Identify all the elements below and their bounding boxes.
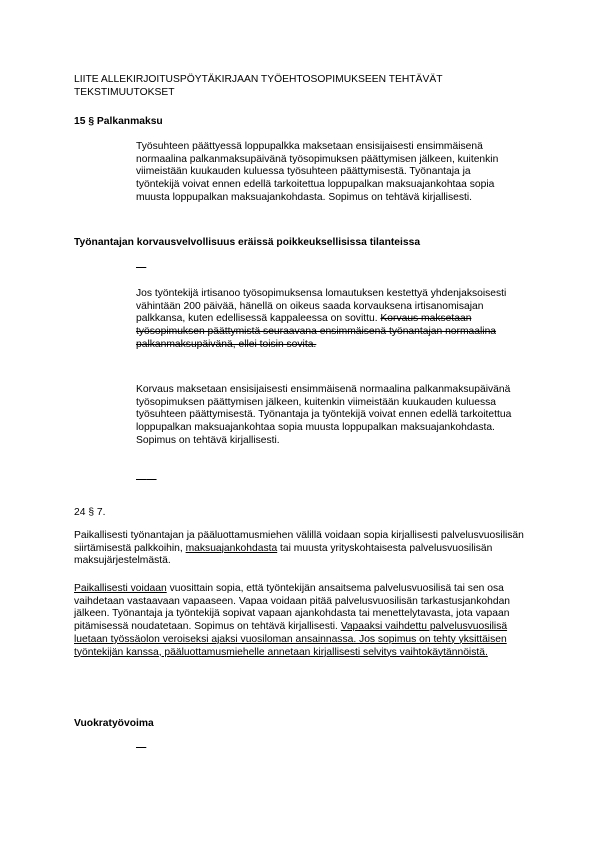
section-15-heading: 15 § Palkanmaksu <box>74 116 163 127</box>
compensation-heading: Työnantajan korvausvelvollisuus eräissä poikkeuksellisissa tilanteissa <box>74 237 421 248</box>
section-24-text: Paikallisesti työnantajan ja pääluottamusmiehen välillä voidaan sopia kirjallisesti palvelusvuosilisän siirtämisestä palkkoihin, <box>74 530 524 554</box>
section-24-paragraph-2 <box>74 583 529 659</box>
dash-marker: — <box>136 262 147 273</box>
section-24-body: vuosittain sopia, että työntekijän ansaitsema palvelusvuosilisä tai sen osa vaihdetaan vastaavaan vapaaseen. Vapaa voidaan pitää palvelusvuosilisän tarkastusjankohdan jälkeen. Työnantaja ja työntekijä sopivat vapaan ajankohdasta tai menettelytavasta, jota vapaan pitämisessä noudatetaan. Sopimus on tehtävä kirjallisesti. <box>74 583 511 633</box>
lease-heading: Vuokratyövoima <box>74 718 154 729</box>
underlined-text: maksuajankohdasta <box>185 542 278 554</box>
compensation-paragraph-1 <box>136 288 516 352</box>
section-24-paragraph-1 <box>74 530 529 568</box>
section-15-paragraph: Työsuhteen päättyessä loppupalkka maksetaan ensisijaisesti ensimmäisenä normaalina palkanmaksupäivänä työsopimuksen päättymisen jälkeen, kuitenkin viimeistään kuukauden kuluessa työsuhteen päättymisestä. Työnantaja ja työntekijä voivat ennen edellä tarkoitettua loppupalkan maksuajankohtaa sopia muusta loppupalkan maksuajankohdasta. Sopimus on tehtävä kirjallisesti. <box>136 141 499 203</box>
underlined-text-end: Vapaaksi vaihdettu palvelusvuosilisä luetaan työssäolon veroiseksi ajaksi vuosiloman ansainnassa. Jos sopimus on tehty yksittäisen työntekijän kanssa, pääluottamusmiehelle annetaan kirjallisesti selvitys vaihtokäytännöistä. <box>74 621 508 658</box>
compensation-text: Jos työntekijä irtisanoo työsopimuksensa lomautuksen kestettyä yhdenjaksoisesti vähintään 200 päivää, hänellä on oikeus saada korvauksena irtisanomisajan palkkansa, kuten edellisessä kappaleessa on sovittu. <box>136 288 507 325</box>
dash-marker-long: —— <box>136 474 157 485</box>
underlined-text-start: Paikallisesti voidaan <box>74 583 167 594</box>
section-24-text-end: tai muusta yrityskohtaisesta palvelusvuosilisän maksujärjestelmästä. <box>74 542 493 567</box>
dash-marker-final: — <box>136 742 147 753</box>
struck-text: Korvaus maksetaan työsopimuksen päättymistä seuraavana ensimmäisenä työnantajan normaalina palkanmaksupäivänä, ellei toisin sovita. <box>136 313 497 350</box>
section-24-heading: 24 § 7. <box>74 507 106 518</box>
document-title: LIITE ALLEKIRJOITUSPÖYTÄKIRJAAN TYÖEHTOSOPIMUKSEEN TEHTÄVÄT TEKSTIMUUTOKSET <box>74 74 443 98</box>
compensation-paragraph-2: Korvaus maksetaan ensisijaisesti ensimmäisenä normaalina palkanmaksupäivänä työsopimuksen päättymisen jälkeen, kuitenkin viimeistään kuukauden kuluessa työsuhteen päättymisestä. Työnantaja ja työntekijä voivat ennen edellä tarkoitettua loppupalkan maksuajankohtaa sopia muusta loppupalkan maksuajankohdasta. Sopimus on tehtävä kirjallisesti. <box>136 384 512 446</box>
